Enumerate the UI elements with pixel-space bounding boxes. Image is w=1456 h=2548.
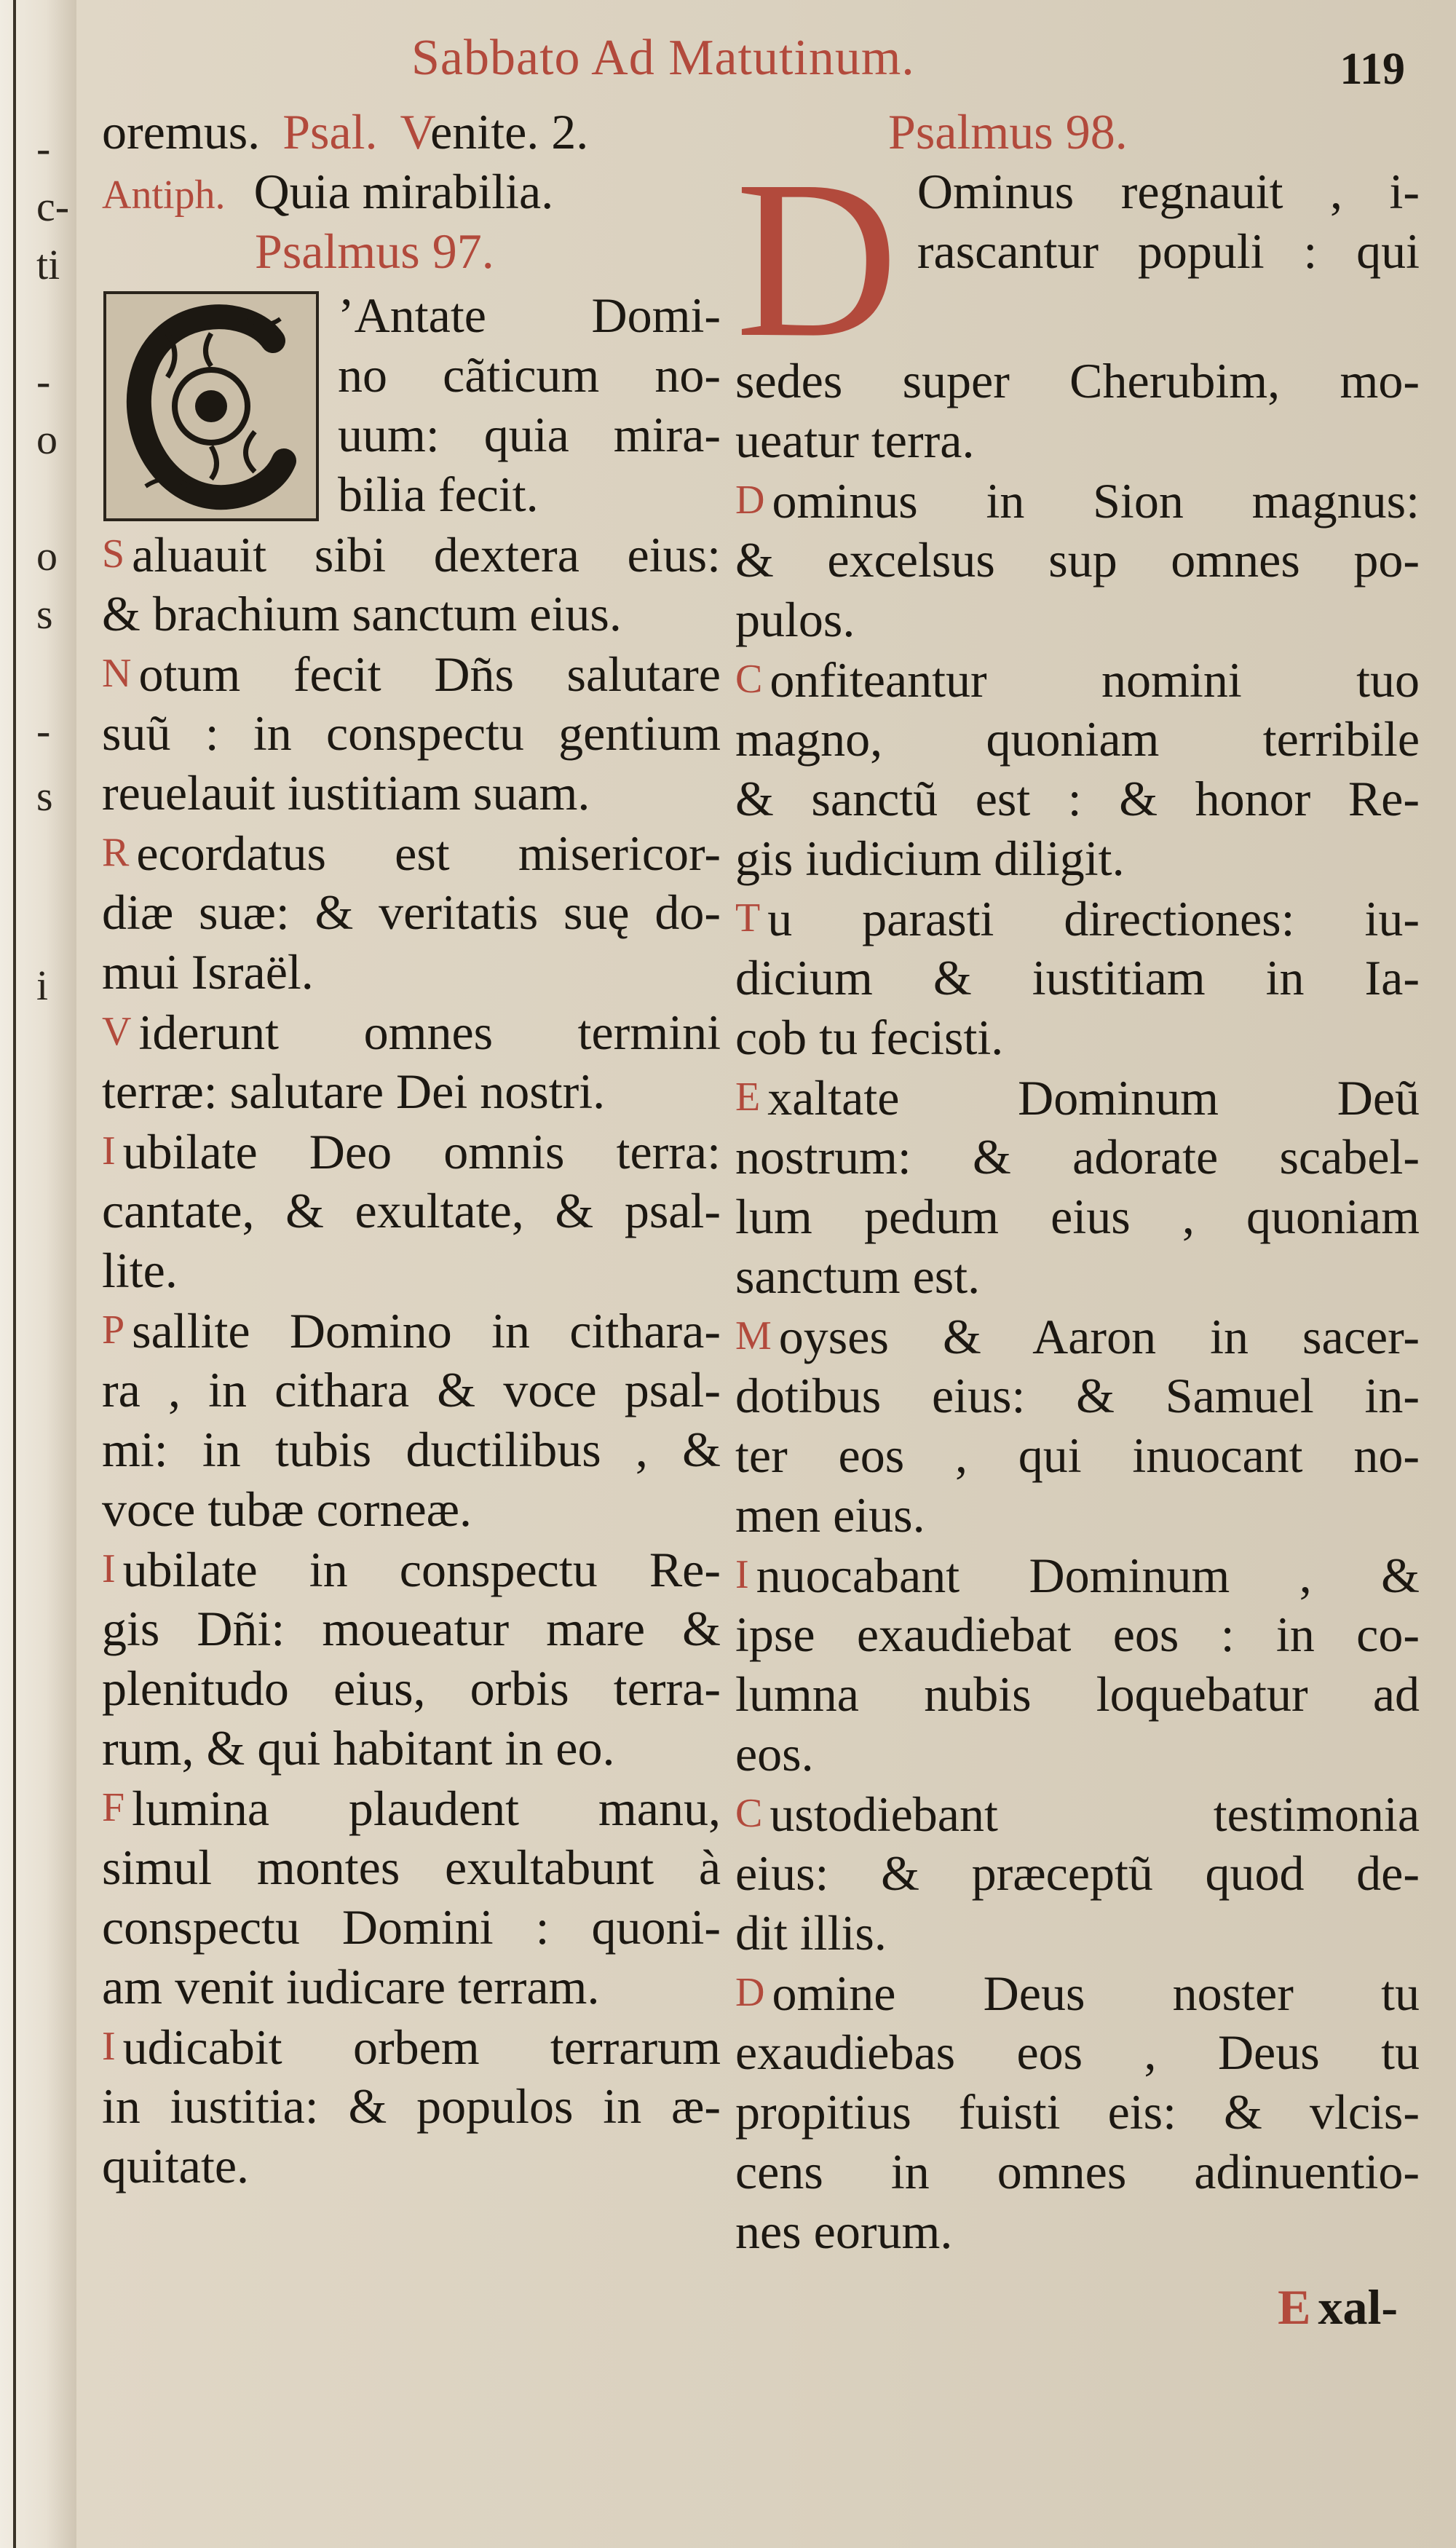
text-line bbox=[735, 2142, 1420, 2201]
rubric-capital: R bbox=[102, 830, 130, 875]
line-text: u parasti directiones: iu- bbox=[767, 891, 1420, 946]
line-text: ra , in cithara & voce psal- bbox=[102, 1362, 721, 1417]
line-text: ter eos , qui inuocant no- bbox=[735, 1428, 1420, 1483]
text-line bbox=[102, 942, 721, 1002]
line-text: dit illis. bbox=[735, 1905, 887, 1961]
line-text: quitate. bbox=[102, 2138, 250, 2193]
text-line: no cãticum no- bbox=[338, 347, 721, 403]
text-line bbox=[102, 2136, 721, 2196]
verse bbox=[735, 649, 1420, 888]
text-line bbox=[735, 530, 1420, 590]
text-line bbox=[102, 1061, 721, 1121]
text-line bbox=[102, 1599, 721, 1658]
text-line bbox=[102, 1658, 721, 1718]
verse bbox=[735, 888, 1420, 1067]
line-text: nuocabant Dominum , & bbox=[756, 1548, 1420, 1603]
text-line bbox=[735, 470, 1420, 530]
rubric-capital: F bbox=[102, 1785, 125, 1830]
text-line bbox=[102, 1718, 721, 1778]
rubric-capital: N bbox=[102, 651, 132, 696]
line-text: eius: & præceptũ quod de- bbox=[735, 1845, 1420, 1901]
text-line: sedes super Cherubim, mo- bbox=[735, 353, 1420, 408]
text-line bbox=[102, 1778, 721, 1837]
catchword bbox=[1278, 2279, 1398, 2336]
text-line bbox=[735, 1425, 1420, 1485]
folio-number: 119 bbox=[1340, 44, 1405, 94]
margin-glyph: - bbox=[36, 124, 51, 172]
line-text: omine Deus noster tu bbox=[772, 1966, 1420, 2021]
text-line: Ominus regnauit , i- bbox=[917, 164, 1420, 219]
line-text: otum fecit Dñs salutare bbox=[138, 646, 721, 702]
line-text: onfiteantur nomini tuo bbox=[769, 652, 1420, 708]
facing-page-edge bbox=[0, 0, 76, 2548]
verse bbox=[102, 1002, 721, 1121]
line-text: lum pedum eius , quoniam bbox=[735, 1189, 1420, 1244]
text-line bbox=[735, 1246, 1420, 1306]
text-line bbox=[735, 1843, 1420, 1903]
line-text: xaltate Dominum Deũ bbox=[767, 1070, 1420, 1125]
verse bbox=[102, 644, 721, 823]
book-page bbox=[76, 0, 1456, 2548]
text-line bbox=[102, 1300, 721, 1360]
text-line bbox=[735, 1724, 1420, 1784]
line-text: aluauit sibi dextera eius: bbox=[132, 527, 721, 582]
psalm-97-verses bbox=[102, 524, 721, 2196]
text-fragment: oremus. bbox=[102, 104, 261, 159]
rubric-capital: D bbox=[735, 478, 765, 523]
text-line bbox=[735, 1664, 1420, 1724]
text-line bbox=[102, 763, 721, 823]
line-text: & sanctũ est : & honor Re- bbox=[735, 771, 1420, 826]
catchword-text: xal- bbox=[1318, 2279, 1398, 2335]
text-line bbox=[735, 1605, 1420, 1664]
line-text: exaudiebas eos , Deus tu bbox=[735, 2025, 1420, 2080]
rubric-capital: I bbox=[102, 1546, 116, 1591]
text-line bbox=[102, 1121, 721, 1181]
verse bbox=[102, 823, 721, 1002]
text-line bbox=[735, 948, 1420, 1008]
verse bbox=[102, 1778, 721, 2017]
line-text: & brachium sanctum eius. bbox=[102, 586, 622, 641]
psalm-97-opening bbox=[102, 285, 721, 524]
rubric-capital: S bbox=[102, 531, 125, 577]
text-line bbox=[102, 1897, 721, 1957]
text-line bbox=[102, 1479, 721, 1539]
text-line bbox=[102, 524, 721, 584]
line-text: lumina plaudent manu, bbox=[132, 1781, 721, 1836]
text-line bbox=[102, 1539, 721, 1599]
line-text: am venit iudicare terram. bbox=[102, 1959, 600, 2014]
line-text: rum, & qui habitant in eo. bbox=[102, 1720, 615, 1776]
line-text: gis iudicium diligit. bbox=[735, 831, 1125, 886]
line-text: diæ suæ: & veritatis suę do- bbox=[102, 885, 721, 940]
text-line bbox=[735, 1008, 1420, 1067]
text-line bbox=[102, 2076, 721, 2136]
line-text: iderunt omnes termini bbox=[138, 1005, 721, 1060]
verse bbox=[102, 524, 721, 644]
margin-glyph: o bbox=[36, 416, 58, 463]
line-text: cens in omnes adinuentio- bbox=[735, 2144, 1420, 2199]
text-line bbox=[735, 1963, 1420, 2022]
text-line bbox=[735, 1784, 1420, 1843]
line-text: terræ: salutare Dei nostri. bbox=[102, 1064, 606, 1119]
line-text: men eius. bbox=[735, 1487, 925, 1543]
margin-glyph: s bbox=[36, 590, 53, 638]
text-line: bilia fecit. bbox=[338, 467, 539, 522]
text-line bbox=[102, 644, 721, 703]
line-text: ecordatus est misericor- bbox=[136, 826, 721, 881]
rubric-capital: I bbox=[735, 1552, 749, 1597]
verse bbox=[735, 1963, 1420, 2261]
margin-glyph: ti bbox=[36, 241, 60, 288]
text-line: ueatur terra. bbox=[735, 413, 975, 468]
rubric-capital: T bbox=[735, 895, 761, 941]
text-line bbox=[102, 2017, 721, 2076]
initial-d: D bbox=[735, 162, 898, 351]
line-text: mi: in tubis ductilibus , & bbox=[102, 1422, 721, 1477]
verse bbox=[735, 1306, 1420, 1545]
text-line bbox=[735, 709, 1420, 769]
line-text: mui Israël. bbox=[102, 944, 314, 1000]
line-text: propitius fuisti eis: & vlcis- bbox=[735, 2084, 1420, 2140]
line-text: nes eorum. bbox=[735, 2204, 953, 2259]
margin-glyph: - bbox=[36, 357, 51, 405]
antiphon-label: Antiph. bbox=[102, 173, 226, 218]
text-line bbox=[102, 1360, 721, 1420]
line-text: conspectu Domini : quoni- bbox=[102, 1899, 721, 1955]
line-text: ubilate Deo omnis terra: bbox=[122, 1124, 721, 1179]
text-fragment: enite. 2. bbox=[430, 104, 589, 159]
text-line: rascantur populi : qui bbox=[917, 223, 1420, 279]
psalm-98-opening bbox=[735, 162, 1420, 351]
line-text: udicabit orbem terrarum bbox=[122, 2019, 721, 2075]
rubric-capital: I bbox=[102, 2024, 116, 2069]
text-line bbox=[735, 769, 1420, 828]
line-text: cob tu fecisti. bbox=[735, 1010, 1004, 1065]
rubric-initial: V bbox=[400, 104, 431, 159]
ornamental-c-icon bbox=[102, 290, 320, 523]
verse bbox=[735, 1545, 1420, 1784]
catchword-initial: E bbox=[1278, 2279, 1311, 2335]
line-text: nostrum: & adorate scabel- bbox=[735, 1129, 1420, 1184]
text-line bbox=[102, 584, 721, 644]
antiphon-row bbox=[102, 162, 721, 221]
text-line bbox=[735, 1127, 1420, 1187]
margin-glyph: s bbox=[36, 772, 53, 820]
psalm-98-title: Psalmus 98. bbox=[888, 104, 1128, 159]
verse bbox=[102, 1300, 721, 1539]
text-line bbox=[102, 1002, 721, 1061]
text-line bbox=[102, 823, 721, 882]
margin-glyph: - bbox=[36, 707, 51, 754]
line-text: ominus in Sion magnus: bbox=[772, 473, 1420, 529]
text-line bbox=[102, 1420, 721, 1479]
line-text: sallite Domino in cithara- bbox=[132, 1303, 721, 1358]
line-text: lumna nubis loquebatur ad bbox=[735, 1666, 1420, 1722]
text-line bbox=[735, 1187, 1420, 1246]
line-text: in iustitia: & populos in æ- bbox=[102, 2078, 721, 2134]
text-line bbox=[735, 649, 1420, 709]
line-text: dicium & iustitiam in Ia- bbox=[735, 950, 1420, 1005]
text-line bbox=[102, 1241, 721, 1300]
margin-glyph: o bbox=[36, 532, 58, 579]
line-text: eos. bbox=[735, 1726, 814, 1781]
text-line bbox=[735, 1366, 1420, 1425]
text-line bbox=[735, 1545, 1420, 1605]
line-text: voce tubæ corneæ. bbox=[102, 1481, 472, 1537]
line-text: sanctum est. bbox=[735, 1249, 981, 1304]
gutter-line bbox=[13, 0, 16, 2548]
line-text: lite. bbox=[102, 1243, 178, 1298]
line-text: & excelsus sup omnes po- bbox=[735, 532, 1420, 587]
line-text: ustodiebant testimonia bbox=[769, 1787, 1420, 1842]
text-line bbox=[735, 2082, 1420, 2142]
text-line bbox=[735, 1067, 1420, 1127]
text-line bbox=[102, 882, 721, 942]
text-line bbox=[735, 888, 1420, 948]
left-line-1 bbox=[102, 102, 721, 162]
rubric-capital: M bbox=[735, 1313, 772, 1358]
line-text: magno, quoniam terribile bbox=[735, 711, 1420, 767]
line-text: gis Dñi: moueatur mare & bbox=[102, 1601, 721, 1656]
text-line bbox=[735, 2022, 1420, 2082]
line-text: reuelauit iustitiam suam. bbox=[102, 765, 590, 820]
text-line bbox=[102, 1837, 721, 1897]
line-text: dotibus eius: & Samuel in- bbox=[735, 1368, 1420, 1423]
text-line bbox=[735, 1903, 1420, 1963]
psalm-98-verses bbox=[735, 470, 1420, 2261]
rubric-capital: I bbox=[102, 1128, 116, 1174]
verse bbox=[735, 470, 1420, 649]
text-line bbox=[735, 590, 1420, 649]
text-line bbox=[735, 1485, 1420, 1545]
rubric-capital: V bbox=[102, 1009, 132, 1054]
rubric-capital: C bbox=[735, 1791, 763, 1836]
verse bbox=[735, 1784, 1420, 1963]
right-column bbox=[735, 102, 1420, 2261]
line-text: pulos. bbox=[735, 592, 855, 647]
margin-glyph: i bbox=[36, 962, 49, 1009]
text-line bbox=[102, 703, 721, 763]
line-text: oyses & Aaron in sacer- bbox=[778, 1309, 1420, 1364]
line-text: suũ : in conspectu gentium bbox=[102, 705, 721, 761]
rubric-capital: E bbox=[735, 1075, 761, 1120]
rubric-capital: P bbox=[102, 1307, 125, 1353]
rubric-capital: D bbox=[735, 1970, 765, 2015]
text-line bbox=[735, 2201, 1420, 2261]
antiphon-text: Quia mirabilia. bbox=[253, 164, 554, 219]
text-line bbox=[735, 828, 1420, 888]
left-column bbox=[102, 102, 721, 2196]
running-title: Sabbato Ad Matutinum. bbox=[411, 30, 915, 86]
verse bbox=[102, 1539, 721, 1778]
verse bbox=[735, 1067, 1420, 1306]
rubric-capital: C bbox=[735, 657, 763, 702]
line-text: ubilate in conspectu Re- bbox=[122, 1542, 721, 1597]
text-line bbox=[102, 1957, 721, 2017]
line-text: cantate, & exultate, & psal- bbox=[102, 1183, 721, 1238]
verse bbox=[102, 2017, 721, 2196]
margin-glyph: c- bbox=[36, 183, 70, 230]
text-line bbox=[102, 1181, 721, 1241]
text-line: uum: quia mira- bbox=[338, 407, 721, 462]
text-line bbox=[735, 1306, 1420, 1366]
ornamental-initial-c bbox=[102, 290, 320, 523]
psal-rubric: Psal. bbox=[282, 104, 378, 159]
psalm-97-title: Psalmus 97. bbox=[255, 223, 494, 279]
line-text: simul montes exultabunt à bbox=[102, 1840, 721, 1895]
verse bbox=[102, 1121, 721, 1300]
line-text: ipse exaudiebat eos : in co- bbox=[735, 1607, 1420, 1662]
text-line: ’Antate Domi- bbox=[338, 288, 721, 343]
line-text: plenitudo eius, orbis terra- bbox=[102, 1661, 721, 1716]
